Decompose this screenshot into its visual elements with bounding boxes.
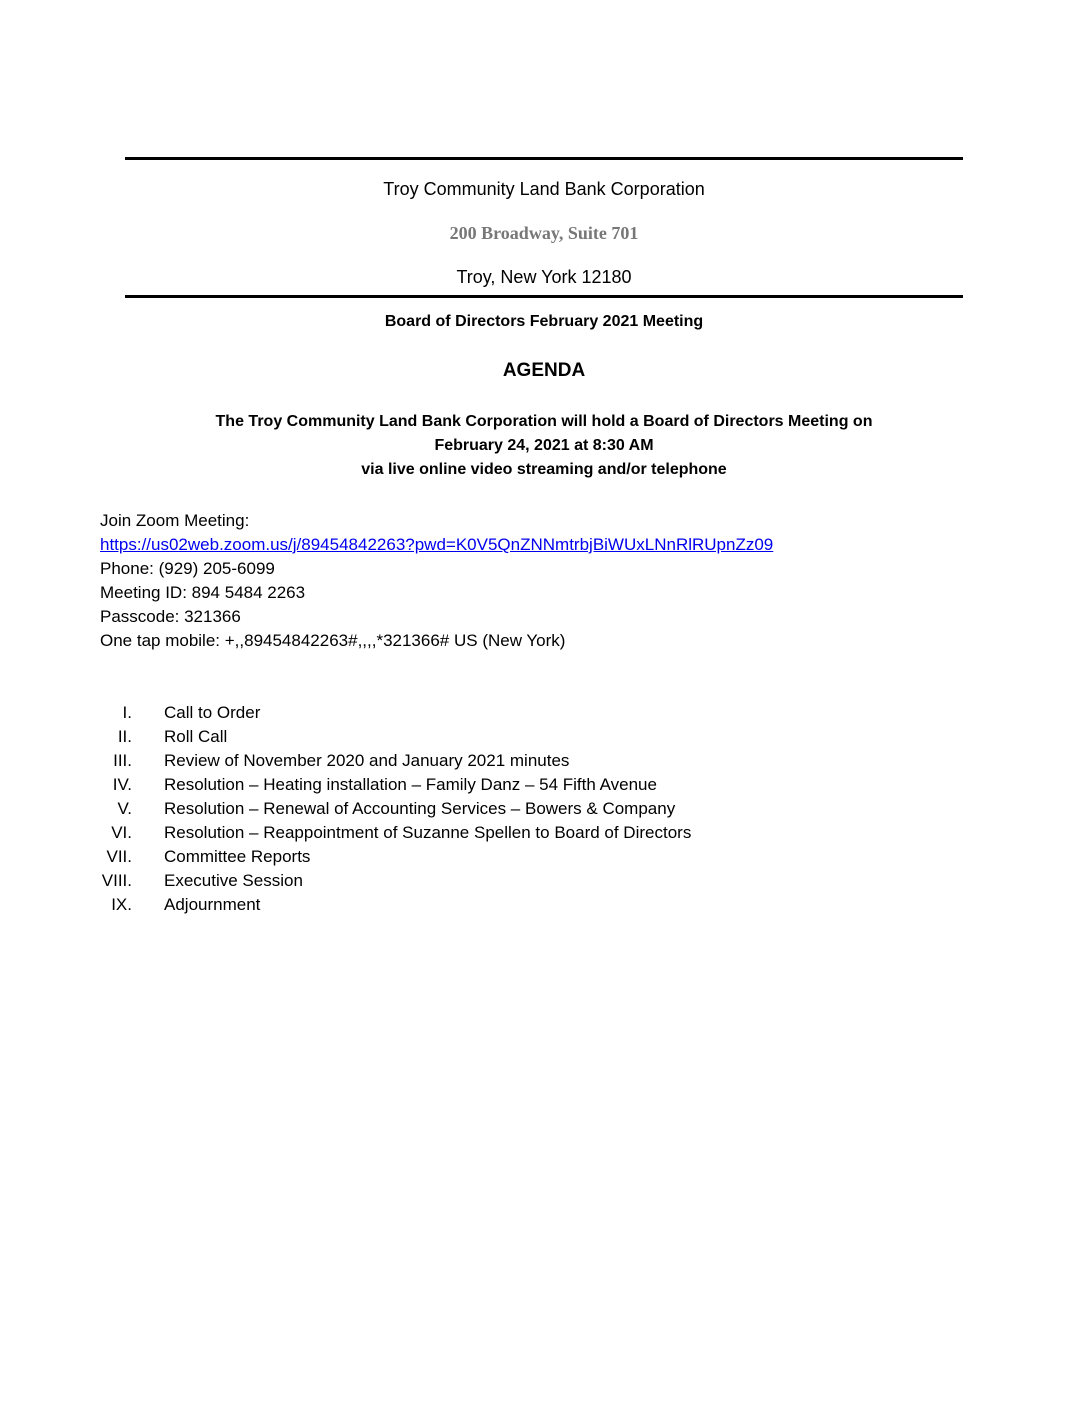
agenda-item-text: Resolution – Renewal of Accounting Services – Bowers & Company — [164, 799, 676, 818]
zoom-details — [100, 509, 773, 653]
notice-line-1: The Troy Community Land Bank Corporation will hold a Board of Directors Meeting on — [215, 413, 873, 430]
zoom-join-label: Join Zoom Meeting: — [100, 511, 250, 530]
agenda-item-number: III. — [113, 751, 132, 770]
notice-line-3: via live online video streaming and/or telephone — [361, 461, 727, 478]
agenda-item-number: VII. — [106, 847, 132, 866]
org-address: 200 Broadway, Suite 701 — [449, 223, 639, 243]
zoom-passcode: Passcode: 321366 — [100, 607, 241, 626]
zoom-one-tap: One tap mobile: +,,89454842263#,,,,*321366# US (New York) — [100, 631, 566, 650]
header-top-rule — [125, 157, 963, 160]
agenda-item-text: Review of November 2020 and January 2021 minutes — [164, 751, 570, 770]
agenda-item-number: VI. — [111, 823, 132, 842]
meeting-title: Board of Directors February 2021 Meeting — [384, 313, 704, 330]
agenda-item-text: Call to Order — [164, 703, 261, 722]
notice-line-2: February 24, 2021 at 8:30 AM — [434, 437, 654, 454]
zoom-phone: Phone: (929) 205-6099 — [100, 559, 275, 578]
zoom-meeting-id: Meeting ID: 894 5484 2263 — [100, 583, 306, 602]
meeting-notice — [0, 410, 1088, 482]
agenda-item-text: Resolution – Reappointment of Suzanne Spellen to Board of Directors — [164, 823, 692, 842]
org-city: Troy, New York 12180 — [456, 267, 632, 287]
zoom-meeting-link[interactable]: https://us02web.zoom.us/j/89454842263?pwd=K0V5QnZNNmtrbjBiWUxLNnRlRUpnZz09 — [100, 535, 774, 554]
agenda-item-text: Resolution – Heating installation – Family Danz – 54 Fifth Avenue — [164, 775, 657, 794]
agenda-item-number: IV. — [112, 775, 132, 794]
agenda-item-text: Committee Reports — [164, 847, 311, 866]
agenda-item-number: VIII. — [101, 871, 132, 890]
agenda-item-number: II. — [117, 727, 132, 746]
agenda-item-number: I. — [122, 703, 132, 722]
agenda-item-number: IX. — [111, 895, 132, 914]
header-bottom-rule — [125, 295, 963, 298]
agenda-heading: AGENDA — [502, 360, 586, 381]
agenda-item-text: Adjournment — [164, 895, 261, 914]
agenda-item-text: Executive Session — [164, 871, 303, 890]
org-name: Troy Community Land Bank Corporation — [383, 179, 705, 199]
agenda-item-number: V. — [117, 799, 132, 818]
agenda-item-text: Roll Call — [164, 727, 228, 746]
